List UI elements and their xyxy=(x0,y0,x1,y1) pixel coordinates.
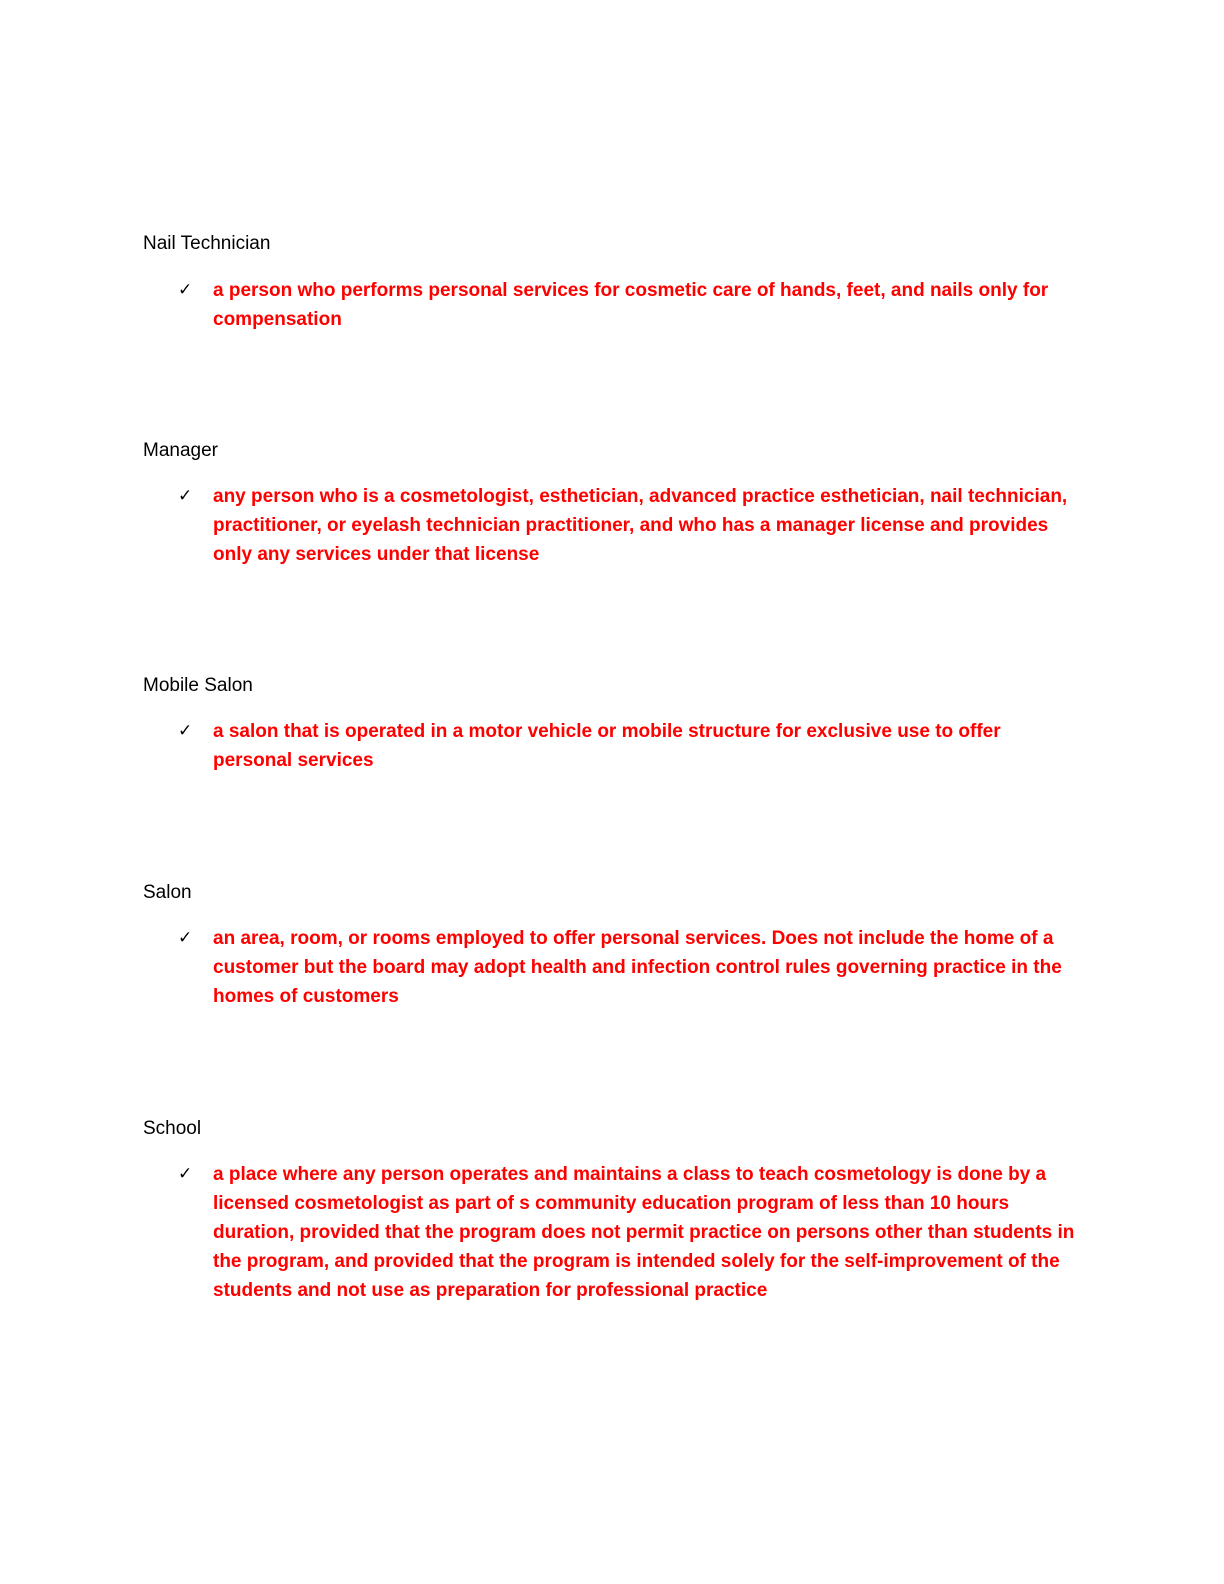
definition-nail-technician: a person who performs personal services for cosmetic care of hands, feet, and nails only for compensation xyxy=(213,280,1049,330)
definition-salon: an area, room, or rooms employed to offer personal services. Does not include the home of a customer but the board may adopt health and infection control rules governing practice in the homes of customers xyxy=(213,928,1062,1007)
check-mark-icon: ✓ xyxy=(178,486,193,506)
definition-school: a place where any person operates and maintains a class to teach cosmetology is done by a licensed cosmetologist as part of s community education program of less than 10 hours duration, provided that the program does not permit practice on persons other than students in the program, and provided that the program is intended solely for the self-improvement of the students and not use as preparation for professional practice xyxy=(213,1164,1075,1301)
check-mark-icon: ✓ xyxy=(178,280,193,300)
term-school: School xyxy=(143,1118,202,1139)
check-mark-icon: ✓ xyxy=(178,928,193,948)
term-salon: Salon xyxy=(143,882,192,903)
check-mark-icon: ✓ xyxy=(178,1164,193,1184)
definition-mobile-salon: a salon that is operated in a motor vehicle or mobile structure for exclusive use to offer personal services xyxy=(213,721,1001,771)
check-mark-icon: ✓ xyxy=(178,721,193,741)
term-manager: Manager xyxy=(143,440,218,461)
term-mobile-salon: Mobile Salon xyxy=(143,675,253,696)
term-nail-technician: Nail Technician xyxy=(143,233,271,254)
definition-manager: any person who is a cosmetologist, esthetician, advanced practice esthetician, nail technician, practitioner, or eyelash technician practitioner, and who has a manager license and provides only any services under that license xyxy=(213,486,1068,565)
